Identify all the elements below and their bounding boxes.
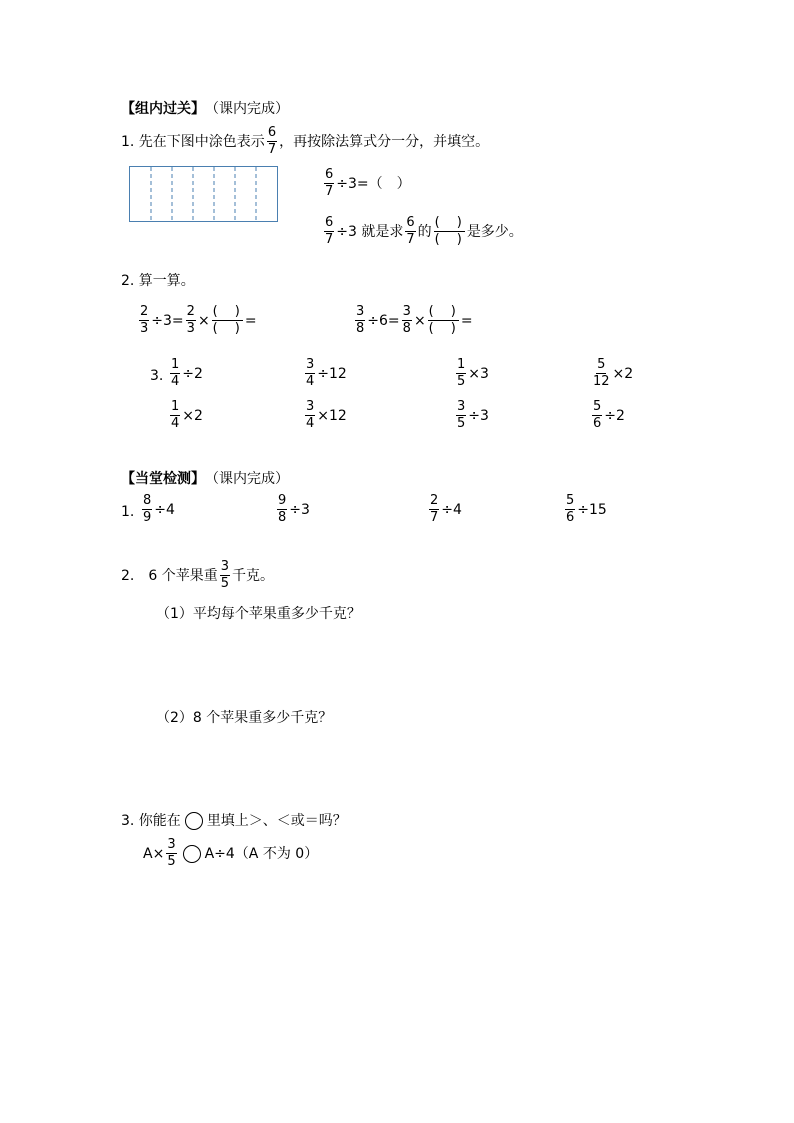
- section2-note: （课内完成）: [205, 471, 289, 487]
- s2-q1-item: $\frac{5}{6}$ ÷15: [566, 493, 607, 525]
- q3-label: 3.: [150, 368, 164, 384]
- q1-line1-fraction: $\frac{6}{7}$: [325, 167, 334, 199]
- q2b-times: ×: [413, 312, 426, 329]
- s2-q1-label: 1.: [121, 504, 135, 520]
- q2b-mid: ÷6=: [367, 312, 400, 329]
- q2b-end: =: [460, 312, 473, 329]
- compare-circle-icon: [185, 812, 203, 830]
- q3-item: $\frac{1}{4}$ ÷2: [171, 357, 203, 389]
- q3-item: $\frac{3}{5}$ ÷3: [457, 399, 489, 431]
- q3-item: $\frac{1}{4}$ ×2: [171, 399, 203, 431]
- q1-fill-line-1: [322, 168, 411, 199]
- q1-suffix: ，再按除法算式分一分，并填空。: [279, 133, 490, 150]
- q3-item: $\frac{3}{4}$ ×12: [306, 399, 347, 431]
- q1-line2-of: 的: [417, 223, 432, 240]
- s2-q3-prefix: 3. 你能在: [121, 813, 181, 829]
- dashed-dividers: [130, 167, 277, 221]
- section2-title: 【当堂检测】: [121, 471, 205, 487]
- q2a-fraction-2: $\frac{2}{3}$: [186, 304, 195, 336]
- s2-q3-expr-a: A×: [143, 845, 165, 862]
- s2-q1-item: $\frac{2}{7}$ ÷4: [430, 493, 462, 525]
- q1-fill-line-2: [322, 216, 523, 247]
- q3-item: $\frac{5}{12}$ ×2: [593, 357, 634, 389]
- q2-label: 2. 算一算。: [121, 273, 195, 289]
- s2-q1-item: $\frac{9}{8}$ ÷3: [278, 493, 310, 525]
- s2-question-3: [121, 812, 347, 830]
- question-1: [121, 126, 489, 157]
- q1-fraction: $\frac{6}{7}$: [267, 125, 277, 157]
- section1-title: 【组内过关】: [121, 101, 205, 117]
- q2b-blank-fraction[interactable]: $\frac{( )}{( )}$: [428, 304, 458, 336]
- coloring-rectangle[interactable]: [129, 166, 278, 222]
- q1-line2-mid: ÷3 就是求: [336, 223, 404, 240]
- q2b-fraction-2: $\frac{3}{8}$: [402, 304, 411, 336]
- s2-q3-expression: [143, 838, 318, 869]
- s2-q3-fraction: $\frac{3}{5}$: [167, 837, 176, 869]
- q2a-times: ×: [197, 312, 210, 329]
- s2-q1-item: $\frac{8}{9}$ ÷4: [143, 493, 175, 525]
- s2-q2-suffix: 千克。: [232, 567, 274, 584]
- q1-blank-fraction[interactable]: $\frac{( )}{( )}$: [434, 215, 464, 247]
- q3-item: $\frac{5}{6}$ ÷2: [593, 399, 625, 431]
- q1-line2-end: 是多少。: [466, 223, 523, 240]
- s2-q2-prefix: 2. 6 个苹果重: [121, 567, 218, 584]
- q1-prefix: 1. 先在下图中涂色表示: [121, 133, 265, 150]
- q1-line2-fraction: $\frac{6}{7}$: [325, 215, 334, 247]
- q2b-fraction: $\frac{3}{8}$: [356, 304, 365, 336]
- s2-q3-expr-b: A÷4（A 不为 0）: [204, 845, 319, 862]
- q2a-end: =: [244, 312, 257, 329]
- s2-question-2: [121, 560, 274, 591]
- q1-line2-fraction-2: $\frac{6}{7}$: [406, 215, 415, 247]
- q3-item: $\frac{1}{5}$ ×3: [457, 357, 489, 389]
- q3-item: $\frac{3}{4}$ ÷12: [306, 357, 347, 389]
- q2a-blank-fraction[interactable]: $\frac{( )}{( )}$: [212, 304, 242, 336]
- s2-q2-sub1: （1）平均每个苹果重多少千克？: [156, 606, 361, 622]
- q1-line1-expr: ÷3=（ ）: [336, 175, 411, 192]
- s2-q2-sub2: （2）8 个苹果重多少千克？: [156, 710, 333, 726]
- q2a-mid: ÷3=: [151, 312, 184, 329]
- section2-heading: [121, 470, 289, 488]
- q2-expression-a: [137, 305, 257, 336]
- q2-expression-b: [353, 305, 473, 336]
- section1-heading: [121, 100, 289, 118]
- s2-q3-middle: 里填上＞、＜或＝吗？: [206, 813, 347, 829]
- q2a-fraction: $\frac{2}{3}$: [140, 304, 149, 336]
- s2-q2-fraction: $\frac{3}{5}$: [220, 559, 229, 591]
- section1-note: （课内完成）: [205, 101, 289, 117]
- answer-circle-input[interactable]: [183, 845, 201, 863]
